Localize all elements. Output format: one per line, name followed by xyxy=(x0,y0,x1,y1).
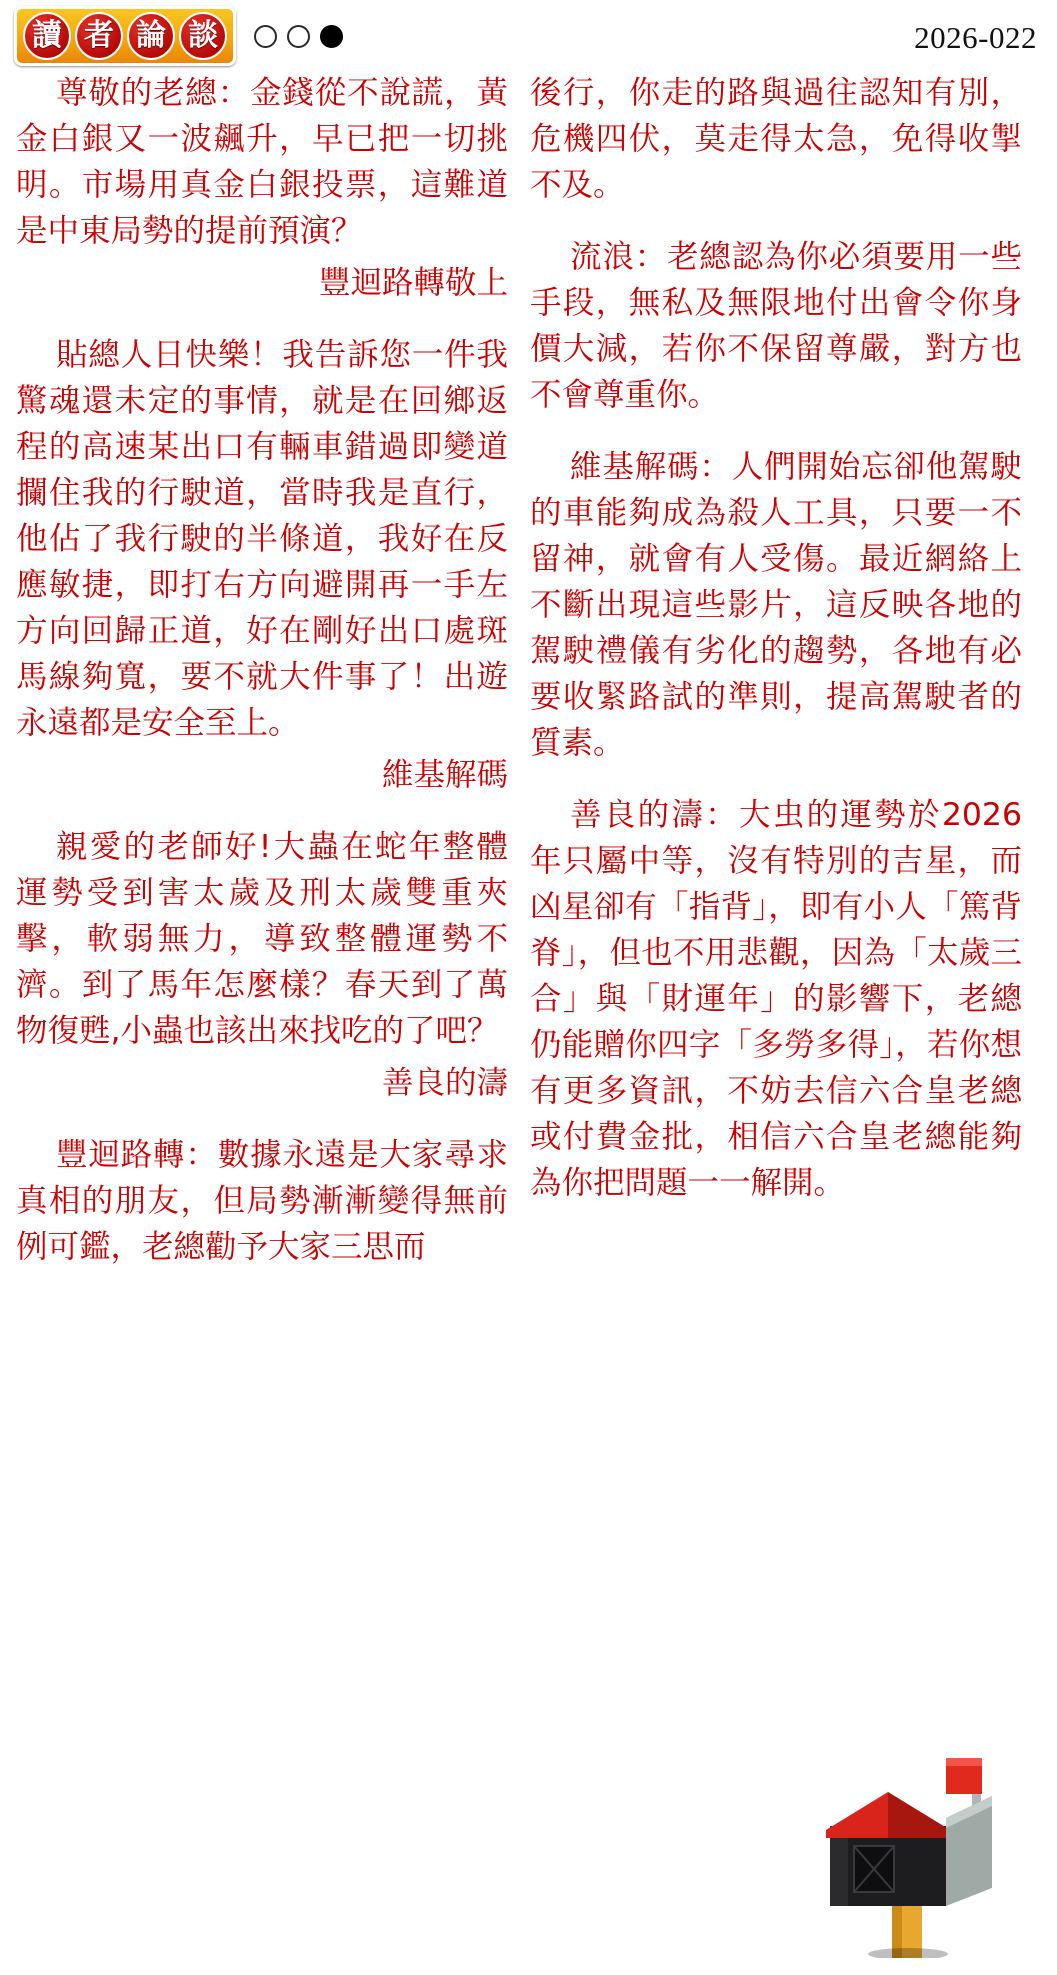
reply-4-body: 善良的濤：大虫的運勢於2026年只屬中等，沒有特別的吉星，而凶星卻有「指背」，即有小人「篤背脊」，但也不用悲觀，因為「太歲三合」與「財運年」的影響下，老總仍能贈你四字「多勞多得」，若你想有更多資訊，不妨去信六合皇老總或付費金批，相信六合皇老總能夠為你把問題一一解開。 xyxy=(530,797,1022,1201)
letter-2-body: 貼總人日快樂！我告訴您一件我驚魂還未定的事情，就是在回鄉返程的高速某出口有輛車錯過即變道攔住我的行駛道，當時我是直行，他佔了我行駛的半條道，我好在反應敏捷，即打右方向避開再一手左方向回歸正道，好在剛好出口處斑馬線夠寬，要不就大件事了！出遊永遠都是安全至上。 xyxy=(16,337,508,741)
page-header xyxy=(0,0,1057,70)
right-column xyxy=(530,70,1022,1960)
logo-char-4: 談 xyxy=(179,12,227,60)
letter-3-body: 親愛的老師好!大蟲在蛇年整體運勢受到害太歲及刑太歲雙重夾擊，軟弱無力，導致整體運勢不濟。到了馬年怎麼樣？春天到了萬物復甦,小蟲也該出來找吃的了吧？ xyxy=(16,829,508,1049)
circle-filled-icon xyxy=(320,25,343,48)
mailbox-illustration xyxy=(796,1718,1016,1958)
logo-char-1: 讀 xyxy=(23,12,71,60)
decorative-dots xyxy=(254,25,343,48)
article-columns xyxy=(0,70,1057,1960)
logo-char-3: 論 xyxy=(127,12,175,60)
circle-outline-icon-1 xyxy=(254,25,277,48)
letter-1-body: 尊敬的老總：金錢從不說謊，黃金白銀又一波飆升，早已把一切挑明。市場用真金白銀投票，這難道是中東局勢的提前預演？ xyxy=(16,75,508,249)
reply-1-body: 豐迴路轉：數據永遠是大家尋求真相的朋友，但局勢漸漸變得無前例可鑑，老總勸予大家三思而 xyxy=(16,1137,508,1265)
letter-3-signature: 善良的濤 xyxy=(381,1065,508,1101)
issue-number: 2026-022 xyxy=(914,20,1037,55)
logo-badge-group xyxy=(14,6,236,66)
masthead-logo xyxy=(14,6,343,66)
reply-3-body: 維基解碼：人們開始忘卻他駕駛的車能夠成為殺人工具，只要一不留神，就會有人受傷。最近網絡上不斷出現這些影片，這反映各地的駕駛禮儀有劣化的趨勢，各地有必要收緊路試的準則，提高駕駛者的質素。 xyxy=(530,449,1022,761)
reply-2-body: 流浪：老總認為你必須要用一些手段，無私及無限地付出會令你身價大減，若你不保留尊嚴，對方也不會尊重你。 xyxy=(530,239,1022,413)
left-column xyxy=(16,70,508,1960)
letter-2-signature: 維基解碼 xyxy=(381,757,508,793)
circle-outline-icon-2 xyxy=(287,25,310,48)
reply-1-continuation: 後行，你走的路與過往認知有別，危機四伏，莫走得太急，免得收掣不及。 xyxy=(530,75,1022,203)
letter-1-signature: 豐迴路轉敬上 xyxy=(318,265,508,301)
logo-char-2: 者 xyxy=(75,12,123,60)
